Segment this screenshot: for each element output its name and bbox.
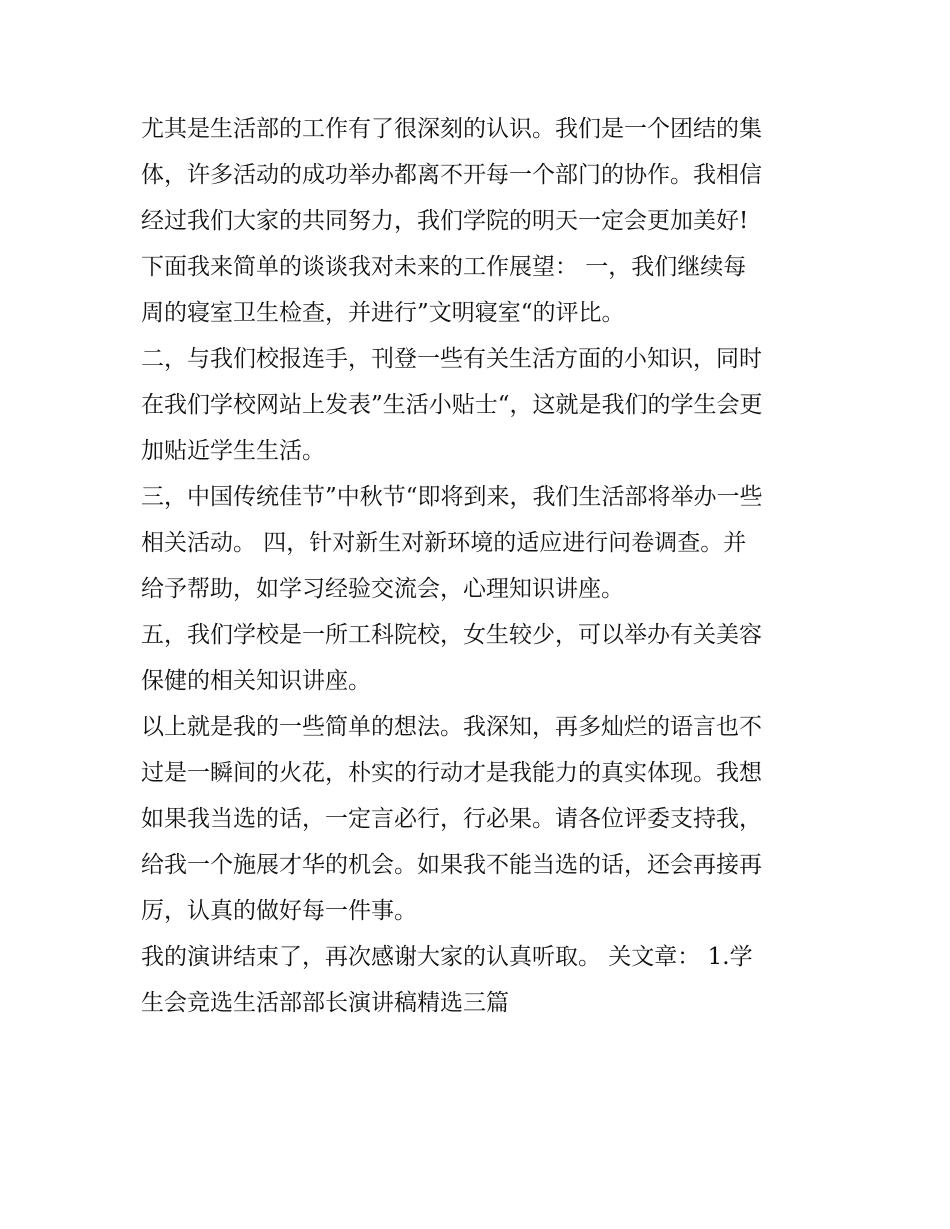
text-line: 生会竞选生活部部长演讲稿精选三篇	[141, 990, 509, 1016]
text-line: 二，与我们校报连手，刊登一些有关生活方面的小知识，同时	[141, 346, 762, 372]
text-line: 五，我们学校是一所工科院校，女生较少，可以举办有关美容	[141, 622, 762, 648]
text-line: 经过我们大家的共同努力，我们学院的明天一定会更加美好!	[141, 208, 749, 234]
text-line: 如果我当选的话，一定言必行，行必果。请各位评委支持我，	[141, 806, 762, 832]
text-line: 以上就是我的一些简单的想法。我深知，再多灿烂的语言也不	[141, 714, 762, 740]
text-line: 给我一个施展才华的机会。如果我不能当选的话，还会再接再	[141, 852, 762, 878]
text-line: 过是一瞬间的火花，朴实的行动才是我能力的真实体现。我想	[141, 760, 762, 786]
text-line: 体，许多活动的成功举办都离不开每一个部门的协作。我相信	[141, 162, 762, 188]
text-line: 给予帮助，如学习经验交流会，心理知识讲座。	[141, 576, 624, 602]
text-line: 下面我来简单的谈谈我对未来的工作展望： 一，我们继续每	[141, 254, 747, 280]
text-line: 相关活动。 四，针对新生对新环境的适应进行问卷调查。并	[141, 530, 747, 556]
text-line: 我的演讲结束了，再次感谢大家的认真听取。 关文章： 1.学	[141, 944, 753, 970]
text-line: 加贴近学生生活。	[141, 438, 325, 464]
text-line: 在我们学校网站上发表”生活小贴士“，这就是我们的学生会更	[141, 392, 763, 418]
text-line: 保健的相关知识讲座。	[141, 668, 371, 694]
text-line: 三，中国传统佳节”中秋节“即将到来，我们生活部将举办一些	[141, 484, 763, 510]
text-line: 周的寝室卫生检查，并进行”文明寝室“的评比。	[141, 300, 625, 326]
text-line: 尤其是生活部的工作有了很深刻的认识。我们是一个团结的集	[141, 116, 762, 142]
document-body	[141, 106, 813, 1026]
text-line: 厉，认真的做好每一件事。	[141, 898, 417, 924]
